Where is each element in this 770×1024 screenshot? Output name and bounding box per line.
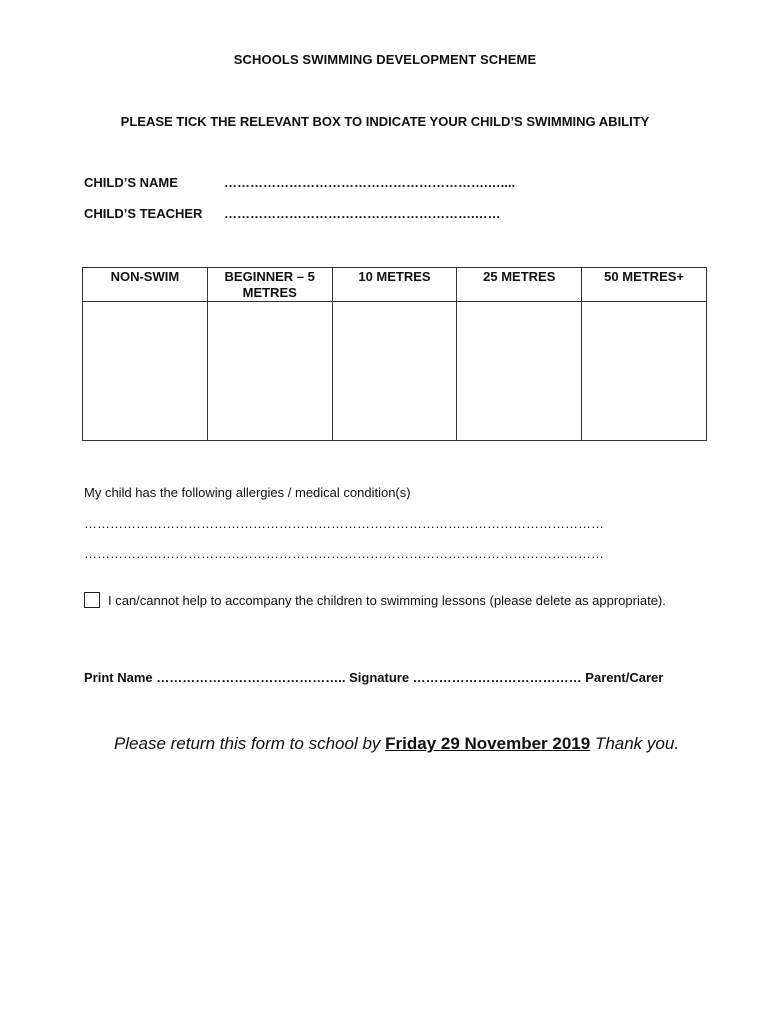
- return-note: [0, 734, 770, 754]
- signature-row: [84, 670, 663, 685]
- child-teacher-label: CHILD’S TEACHER: [84, 206, 203, 221]
- accompany-checkbox[interactable]: [84, 592, 100, 608]
- instruction-text: PLEASE TICK THE RELEVANT BOX TO INDICATE YOUR CHILD’S SWIMMING ABILITY: [120, 114, 650, 129]
- child-name-label: CHILD’S NAME: [84, 175, 178, 190]
- allergies-line-2[interactable]: …………………………………………………………………………………………………………: [84, 546, 604, 561]
- form-title: SCHOOLS SWIMMING DEVELOPMENT SCHEME: [233, 52, 537, 67]
- ability-tick-row: [83, 302, 707, 441]
- header-10-metres: 10 METRES: [332, 268, 457, 302]
- accompany-text: I can/cannot help to accompany the children to swimming lessons (please delete as appropriate).: [108, 593, 666, 608]
- tick-box-10-metres[interactable]: [332, 302, 457, 441]
- header-50-metres-plus: 50 METRES+: [582, 268, 707, 302]
- return-deadline: Friday 29 November 2019: [385, 734, 591, 753]
- header-non-swim: NON-SWIM: [83, 268, 208, 302]
- signature-field[interactable]: Signature …………………………………: [349, 670, 582, 685]
- allergies-label: My child has the following allergies / medical condition(s): [84, 485, 411, 500]
- return-note-prefix: Please return this form to school by: [113, 734, 381, 753]
- tick-box-25-metres[interactable]: [457, 302, 582, 441]
- tick-box-non-swim[interactable]: [83, 302, 208, 441]
- child-name-field[interactable]: …………………………………………………….…....: [224, 175, 516, 190]
- tick-box-50-metres-plus[interactable]: [582, 302, 707, 441]
- swimming-ability-table: [82, 267, 707, 441]
- header-25-metres: 25 METRES: [457, 268, 582, 302]
- allergies-line-1[interactable]: …………………………………………………………………………………………………………: [84, 516, 604, 531]
- child-teacher-field[interactable]: ………………………………………………….……: [224, 206, 501, 221]
- parent-carer-label: Parent/Carer: [585, 670, 664, 685]
- return-note-suffix: Thank you.: [594, 734, 680, 753]
- print-name-field[interactable]: Print Name ……………………………………..: [84, 670, 346, 685]
- tick-box-beginner[interactable]: [207, 302, 332, 441]
- header-beginner: BEGINNER – 5 METRES: [207, 268, 332, 302]
- ability-header-row: [83, 268, 707, 302]
